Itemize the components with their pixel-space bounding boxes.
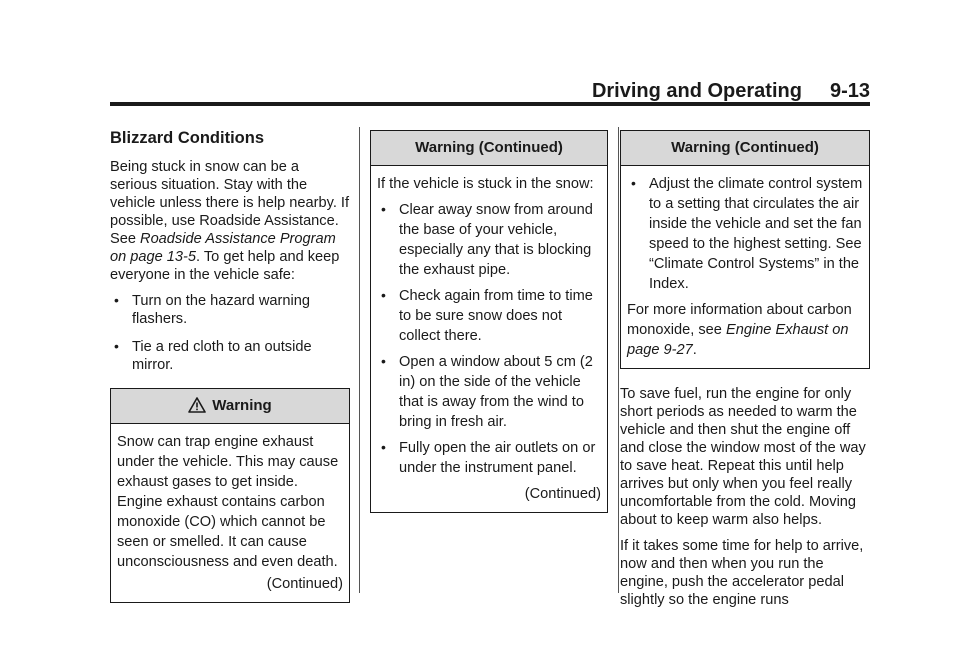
list-item: • Adjust the climate control system to a setting that circulates the air inside the vehicle and set the fan speed to the highest setting. See “Climate Control Systems” in the Index.	[627, 174, 863, 294]
warning-triangle-icon	[188, 393, 206, 427]
continued-label: (Continued)	[524, 486, 601, 502]
column-divider-2	[618, 127, 619, 593]
list-item: • Fully open the air outlets on or under the instrument panel.	[377, 438, 601, 478]
warning-body	[111, 424, 349, 602]
list-item: • Open a window about 5 cm (2 in) on the side of the vehicle that is away from the wind to bring in fresh air.	[377, 352, 601, 432]
warning-intro: If the vehicle is stuck in the snow:	[377, 176, 594, 192]
warning-box	[110, 388, 350, 603]
warning-list	[377, 200, 601, 478]
intro-paragraph	[110, 158, 350, 284]
list-item: • Clear away snow from around the base of your vehicle, especially any that is blocking the exhaust pipe.	[377, 200, 601, 280]
column-2	[370, 128, 608, 513]
fuel-paragraph: To save fuel, run the engine for only short periods as needed to warm the vehicle and then shut the engine off and close the window most of the way to save heat. Repeat this until help arrives but only when you feel really uncomfortable from the cold. Moving about to keep warm also helps.	[620, 386, 866, 528]
section-title: Driving and Operating	[591, 80, 802, 102]
accelerator-paragraph: If it takes some time for help to arrive, now and then when you run the engine, push the accelerator pedal slightly so the engine runs	[620, 538, 864, 608]
warning-body	[621, 166, 869, 368]
engine-exhaust-link[interactable]: Engine Exhaust on page 9-27	[627, 322, 849, 358]
warning-header	[111, 389, 349, 424]
more-info-paragraph	[627, 300, 863, 360]
list-item: • Check again from time to time to be sure snow does not collect there.	[377, 286, 601, 346]
page-number: 9-13	[829, 80, 870, 102]
intro-text-end: . To get help and keep everyone in the vehicle safe:	[110, 249, 340, 283]
header-rule	[110, 102, 870, 106]
warning-box-continued	[370, 130, 608, 513]
warning-header: Warning (Continued)	[371, 131, 607, 166]
warning-list	[627, 174, 863, 294]
column-1	[110, 128, 350, 603]
page-header	[110, 76, 870, 106]
header-text	[592, 80, 870, 103]
safety-list	[110, 292, 350, 374]
more-info-text-end: .	[692, 342, 697, 358]
warning-header: Warning (Continued)	[621, 131, 869, 166]
warning-title: Warning	[212, 397, 272, 414]
section-heading: Blizzard Conditions	[110, 129, 264, 147]
warning-box-continued	[620, 130, 870, 369]
intro-text: Being stuck in snow can be a serious situation. Stay with the vehicle unless there is help nearby. If possible, use Roadside Assistance. See	[110, 159, 350, 247]
list-item: • Tie a red cloth to an outside mirror.	[110, 338, 350, 374]
list-item: • Turn on the hazard warning flashers.	[110, 292, 350, 328]
more-info-text: For more information about carbon monoxide, see	[627, 302, 852, 338]
warning-body	[371, 166, 607, 512]
roadside-assistance-link[interactable]: Roadside Assistance Program on page 13-5	[110, 231, 336, 265]
column-3	[620, 128, 870, 617]
column-divider-1	[359, 127, 360, 593]
warning-text: Snow can trap engine exhaust under the vehicle. This may cause exhaust gases to get inside. Engine exhaust contains carbon monoxide (CO) which cannot be seen or smelled. It can cause unconsciousness and even death.	[117, 434, 339, 570]
continued-label: (Continued)	[266, 576, 343, 592]
